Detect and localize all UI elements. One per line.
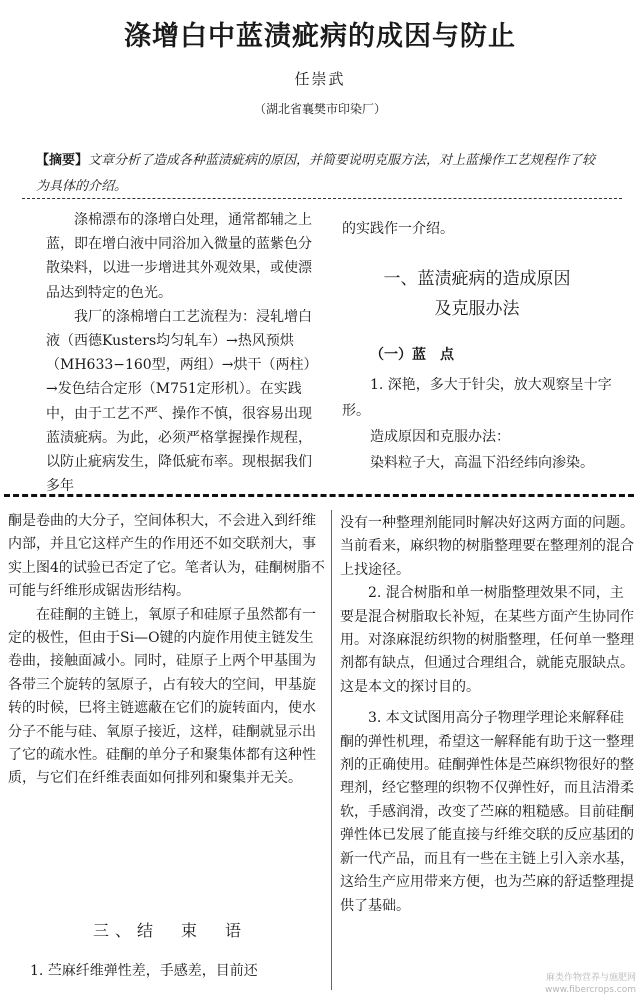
author-name: 任崇武 — [294, 70, 346, 88]
paragraph: 我厂的涤棉增白工艺流程为：浸轧增白液（西德Kusters均匀轧车）→热风预烘（MH633−160型，两组）→烘干（两柱）→发色结合定形（M751定形机）。在实践中，由于工艺不严、操作不慎，很容易出现蓝渍疵病。为此，必须严格掌握操作规程，以防止疵病发生，降低疵布率。现根据我们多年 — [46, 308, 318, 495]
site-watermark — [545, 972, 636, 996]
section-heading-1: 一、蓝渍疵病的造成原因 — [383, 269, 571, 289]
abstract-divider — [22, 198, 622, 199]
watermark-name: 麻类作物营养与施肥网 — [545, 973, 636, 983]
paragraph: 的实践作一介绍。 — [342, 221, 454, 237]
column-divider — [331, 510, 332, 990]
paragraph: 涤棉漂布的涤增白处理，通常都辅之上蓝，即在增白液中同浴加入微量的蓝紫色分散染料，以进一步增进其外观效果，或使漂品达到特定的色光。 — [46, 212, 312, 301]
abstract — [36, 148, 606, 200]
bottom-right-column — [340, 512, 636, 918]
paragraph: 酮是卷曲的大分子，空间体积大，不会进入到纤维内部，并且它这样产生的作用还不如交联剂大，事实上图4的试验已否定了它。笔者认为，硅酮树脂不可能与纤维形成锯齿形结构。 — [8, 513, 325, 600]
paragraph: 3. 本文试图用高分子物理学理论来解释硅酮的弹性机理，希望这一解释能有助于这一整理剂的正确使用。硅酮弹性体是苎麻织物很好的整理剂，经它整理的织物不仅弹性好，而且洁滑柔软，手感润滑，改变了苎麻的粗糙感。目前硅酮弹性体已发展了能直接与纤维交联的反应基团的新一代产品，而且有一些在主链上引入亲水基，这给生产应用带来方便，也为苎麻的舒适整理提供了基础。 — [340, 710, 634, 914]
paragraph: 染料粒子大，高温下沿经纬向渗染。 — [370, 455, 594, 471]
author-affiliation: （湖北省襄樊市印染厂） — [253, 102, 386, 116]
watermark-url: www.fibercrops.com — [545, 985, 636, 995]
paper-title: 涤增白中蓝渍疵病的成因与防止 — [124, 21, 516, 52]
paragraph: 在硅酮的主链上，氧原子和硅原子虽然都有一定的极性，但由于Si—O键的内旋作用使主链发生卷曲，接触面减小。同时，硅原子上两个甲基围为各带三个旋转的氢原子，占有较大的空间，甲基旋转的时候，巳将主链遮蔽在它们的旋转面内，使水分子不能与硅、氧原子接近，这样，硅酮就显示出了它的疏水性。硅酮的单分子和聚集体都有这种性质，与它们在纤维表面如何排列和聚集并无关。 — [8, 606, 316, 787]
bottom-left-column — [8, 510, 326, 791]
list-item: 1. 苎麻纤维弹性差，手感差，目前还 — [30, 963, 258, 979]
paragraph: 造成原因和克服办法： — [370, 429, 510, 445]
paragraph: 2. 混合树脂和单一树脂整理效果不同，主要是混合树脂取长补短，在某些方面产生协同作用。对涤麻混纺织物的树脂整理，任何单一整理剂都有缺点，但通过合理组合，就能克服缺点。这是本文的探讨目的。 — [340, 585, 634, 695]
section-heading-1-sub: 及克服办法 — [434, 299, 520, 319]
top-left-column — [46, 208, 318, 498]
abstract-text: 文章分析了造成各种蓝渍疵病的原因，并简要说明克服方法，对上蓝操作工艺规程作了较为具体的介绍。 — [36, 153, 596, 194]
page-cut-divider — [4, 494, 634, 497]
top-right-column — [342, 216, 612, 476]
abstract-label: 【摘要】 — [36, 153, 89, 168]
section-heading-3: 三、结 束 语 — [92, 921, 247, 940]
subsection-heading: （一）蓝 点 — [370, 347, 454, 363]
paragraph: 没有一种整理剂能同时解决好这两方面的问题。当前看来，麻织物的树脂整理要在整理剂的混合上找途径。 — [340, 515, 634, 578]
list-item: 1. 深艳，多大于针尖，放大观察呈十字形。 — [342, 377, 612, 419]
